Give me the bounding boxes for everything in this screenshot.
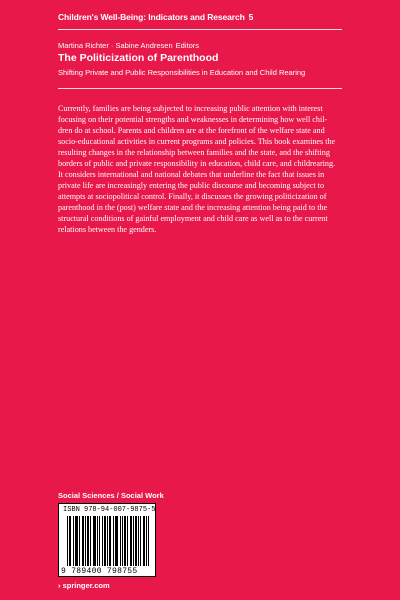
description-line: resulting changes in the relationship between families and the state, and the shifting [58, 148, 330, 157]
barcode-bar [85, 516, 86, 566]
barcode-bar [136, 516, 137, 566]
series-number: 5 [248, 12, 254, 22]
barcode-bar [87, 516, 88, 566]
description-line: Currently, families are being subjected to increasing public attention with interest [58, 104, 323, 113]
barcode-bar [135, 516, 136, 566]
barcode-bar [99, 516, 100, 566]
barcode-bar [104, 516, 105, 566]
barcode-bar [79, 516, 80, 566]
barcode-bar [122, 516, 123, 566]
barcode-bar [90, 516, 91, 566]
barcode-digits: 9 789400 798755 [61, 567, 138, 576]
book-title: The Politicization of Parenthood [58, 52, 219, 64]
barcode-bar [116, 516, 117, 566]
barcode-bar [117, 516, 118, 566]
barcode-bar [67, 516, 68, 566]
barcode-bar [88, 516, 89, 566]
book-description [58, 103, 344, 235]
barcode-bar [113, 516, 114, 566]
editors-line [58, 41, 199, 50]
barcode-bar [83, 516, 84, 566]
barcode-bar [133, 516, 134, 566]
top-divider [58, 29, 342, 30]
barcode-bar [73, 516, 74, 566]
description-line: borders of public and private responsibility in education, child care, and childrearing. [58, 159, 336, 168]
publisher-website: › springer.com [58, 581, 110, 590]
barcode-bar [110, 516, 111, 566]
barcode-bar [131, 516, 132, 566]
book-subtitle: Shifting Private and Public Responsibilities in Education and Child Rearing [58, 68, 306, 77]
barcode-bar [76, 516, 77, 566]
barcode-bar [69, 516, 70, 566]
description-line: dren do at school. Parents and children are at the forefront of the welfare state and [58, 126, 325, 135]
barcode-bar [94, 516, 95, 566]
barcode-bar [144, 516, 145, 566]
barcode-bar [124, 516, 125, 566]
barcode-bars [67, 516, 149, 566]
editors-role: Editors [175, 41, 199, 50]
editor-names: Martina Richter · Sabine Andresen [58, 41, 173, 50]
barcode-bar [148, 516, 149, 566]
barcode-bar [140, 516, 141, 566]
barcode-bar [82, 516, 83, 566]
barcode-bar [102, 516, 103, 566]
description-line: parenthood in the (post) welfare state and the increasing attention being paid to the [58, 203, 328, 212]
isbn-text: ISBN 978-94-007-9875-5 [63, 506, 156, 514]
barcode-bar [97, 516, 98, 566]
description-line: socio-educational activities in current programs and policies. This book examines the [58, 137, 336, 146]
series-name: Children's Well-Being: Indicators and Research [58, 12, 245, 22]
description-line: structural conditions of gainful employment and child care as well as to the current [58, 214, 328, 223]
barcode-bar [75, 516, 76, 566]
barcode-bar [105, 516, 106, 566]
barcode-bar [115, 516, 116, 566]
barcode-bar [95, 516, 96, 566]
subject-category: Social Sciences / Social Work [58, 491, 164, 500]
barcode-bar [143, 516, 144, 566]
barcode-bar [130, 516, 131, 566]
description-line: private life are increasingly entering the public discourse and becoming subject to [58, 181, 325, 190]
isbn-barcode [58, 503, 156, 577]
barcode-bar [146, 516, 147, 566]
description-line: focusing on their potential strengths and weaknesses in determining how well chil- [58, 115, 328, 124]
barcode-bar [109, 516, 110, 566]
barcode-bar [138, 516, 139, 566]
description-line: attempts at sociopolitical control. Finally, it discusses the growing politicization of [58, 192, 327, 201]
series-title [58, 12, 253, 22]
barcode-bar [127, 516, 128, 566]
description-line: relations between the genders. [58, 225, 157, 234]
barcode-bar [107, 516, 108, 566]
barcode-bar [120, 516, 121, 566]
barcode-bar [93, 516, 94, 566]
description-line: It considers international and national debates that underline the fact that issues in [58, 170, 325, 179]
barcode-bar [70, 516, 71, 566]
mid-divider [58, 88, 342, 89]
barcode-bar [125, 516, 126, 566]
barcode-bar [77, 516, 78, 566]
